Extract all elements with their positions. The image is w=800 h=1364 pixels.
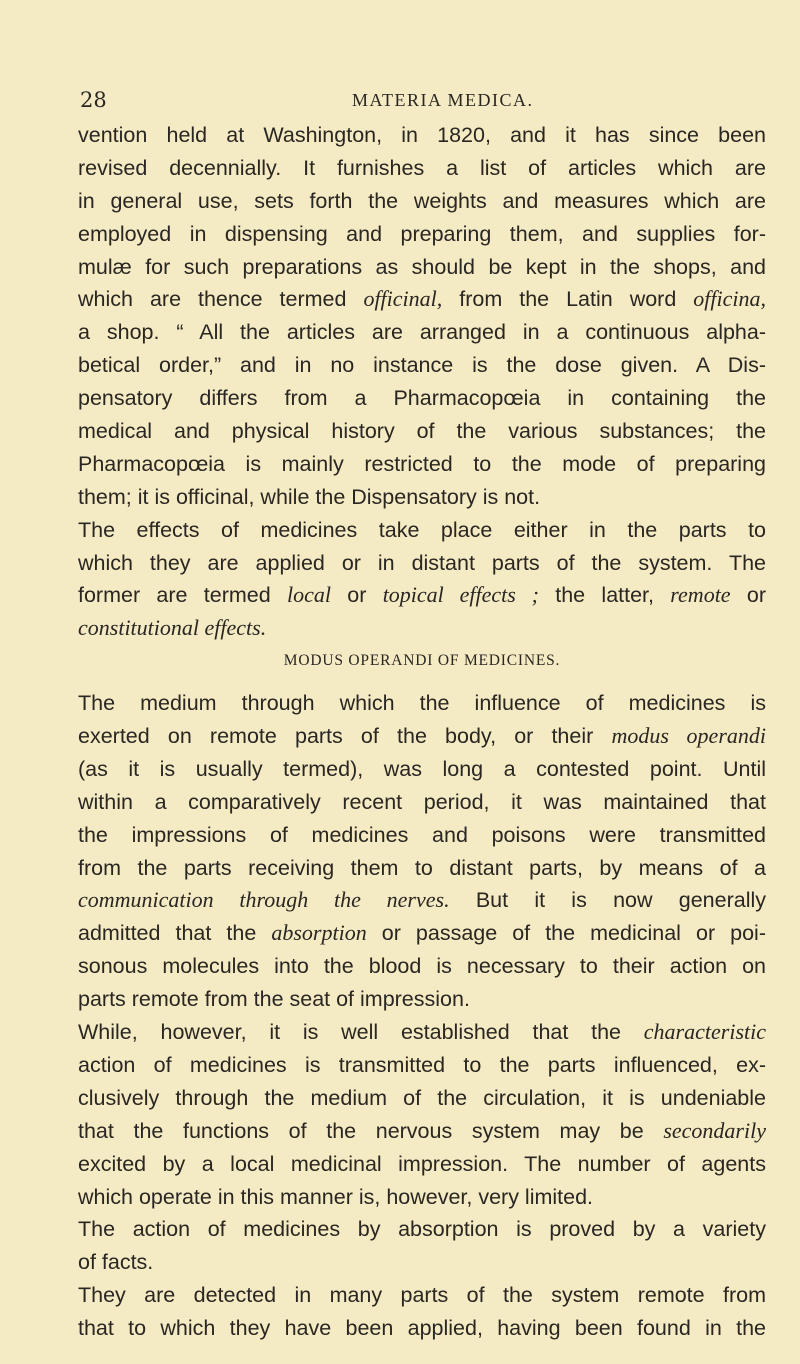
text-line — [78, 852, 766, 885]
text-span: a shop. “ All the articles are arranged in a continuous alpha- — [78, 320, 766, 345]
text-span: or passage of the medicinal or poi- — [366, 921, 766, 946]
page-body — [78, 119, 766, 1345]
text-span: the latter, — [538, 583, 671, 608]
text-line — [78, 448, 766, 481]
text-span: which they are applied or in distant parts of the system. The — [78, 550, 766, 575]
text-line — [78, 251, 766, 284]
text-span: sonous molecules into the blood is necessary to their action on — [78, 954, 766, 979]
text-line — [78, 753, 766, 786]
text-line — [78, 1181, 766, 1214]
text-span: of facts. — [78, 1250, 154, 1275]
text-span: former are termed — [78, 583, 287, 608]
italic-text: communication through the nerves. — [78, 887, 450, 913]
text-span: medical and physical history of the various substances; the — [78, 419, 766, 444]
text-span: They are detected in many parts of the system remote from — [78, 1283, 766, 1308]
italic-text: characteristic — [643, 1019, 766, 1045]
text-span: While, however, it is well established that the — [78, 1020, 644, 1045]
text-span: or — [330, 583, 383, 608]
text-span: The medium through which the influence of medicines is — [78, 691, 766, 716]
text-span: excited by a local medicinal impression. The number of agents — [78, 1151, 766, 1176]
text-line — [78, 1279, 766, 1312]
text-line — [78, 152, 766, 185]
text-span: which are thence termed — [78, 287, 364, 312]
text-span: that to which they have been applied, having been found in the — [78, 1316, 766, 1341]
text-line — [78, 1049, 766, 1082]
text-line — [78, 950, 766, 983]
italic-text: secondarily — [663, 1117, 766, 1143]
text-span: But it is now generally — [449, 888, 766, 913]
text-line — [78, 481, 766, 514]
text-span: admitted that the — [78, 921, 272, 946]
page-header — [80, 88, 770, 118]
italic-text: local — [286, 582, 331, 608]
text-span: vention held at Washington, in 1820, and it has since been — [78, 123, 766, 147]
text-line — [78, 1016, 766, 1049]
text-span: pensatory differs from a Pharmacopœia in containing the — [78, 386, 766, 411]
text-span: action of medicines is transmitted to the parts influenced, ex- — [78, 1052, 766, 1077]
text-line — [78, 1148, 766, 1181]
italic-text: absorption — [271, 920, 367, 946]
text-line — [78, 1246, 766, 1279]
text-line — [78, 1213, 766, 1246]
text-span: (as it is usually termed), was long a contested point. Until — [78, 756, 766, 781]
text-line — [78, 1312, 766, 1345]
running-head: MATERIA MEDICA. — [352, 90, 534, 110]
text-span: in general use, sets forth the weights and measures which are — [78, 188, 766, 213]
text-span: or — [730, 583, 766, 608]
text-line — [78, 720, 766, 753]
text-span: Pharmacopœia is mainly restricted to the mode of preparing — [78, 451, 766, 476]
text-line — [78, 185, 766, 218]
text-line — [78, 1115, 766, 1148]
text-line — [78, 819, 766, 852]
italic-text: modus operandi — [611, 723, 767, 749]
section-heading: MODUS OPERANDI OF MEDICINES. — [283, 652, 561, 670]
text-line — [78, 687, 766, 720]
text-span: The action of medicines by absorption is proved by a variety — [78, 1217, 766, 1242]
text-span: from the Latin word — [442, 287, 694, 312]
text-span: clusively through the medium of the circulation, it is undeniable — [78, 1085, 766, 1110]
italic-text: officina, — [693, 286, 766, 312]
text-line — [78, 415, 766, 448]
italic-text: constitutional effects. — [78, 615, 267, 641]
text-line — [78, 119, 766, 152]
text-line — [78, 917, 766, 950]
text-line — [78, 1082, 766, 1115]
text-span: parts remote from the seat of impression. — [78, 987, 470, 1012]
text-block-after — [78, 687, 766, 1345]
text-block-before — [78, 119, 766, 645]
text-span: them; it is officinal, while the Dispensatory is not. — [78, 484, 541, 509]
text-line — [78, 786, 766, 819]
text-line — [78, 983, 766, 1016]
text-span: exerted on remote parts of the body, or their — [78, 724, 612, 749]
text-line — [78, 514, 766, 547]
text-span: from the parts receiving them to distant parts, by means of a — [78, 855, 766, 880]
italic-text: topical effects ; — [382, 582, 539, 608]
text-span: betical order,” and in no instance is the dose given. A Dis- — [78, 353, 766, 378]
text-span: The effects of medicines take place either in the parts to — [78, 517, 766, 542]
text-line — [78, 382, 766, 415]
text-span: employed in dispensing and preparing them, and supplies for- — [78, 221, 766, 246]
text-span: the impressions of medicines and poisons were transmitted — [78, 822, 766, 847]
text-line — [78, 218, 766, 251]
text-line — [78, 579, 766, 612]
text-span: that the functions of the nervous system may be — [78, 1118, 664, 1143]
page-number: 28 — [80, 88, 107, 112]
italic-text: officinal, — [363, 286, 443, 312]
text-span: revised decennially. It furnishes a list of articles which are — [78, 155, 766, 180]
text-line — [78, 316, 766, 349]
text-line — [78, 349, 766, 382]
text-line — [78, 612, 766, 645]
text-line — [78, 283, 766, 316]
text-line — [78, 547, 766, 580]
text-span: mulæ for such preparations as should be kept in the shops, and — [78, 254, 766, 279]
text-span: within a comparatively recent period, it was maintained that — [78, 789, 766, 814]
text-span: which operate in this manner is, however, very limited. — [78, 1184, 594, 1209]
italic-text: remote — [670, 582, 731, 608]
text-line — [78, 884, 766, 917]
